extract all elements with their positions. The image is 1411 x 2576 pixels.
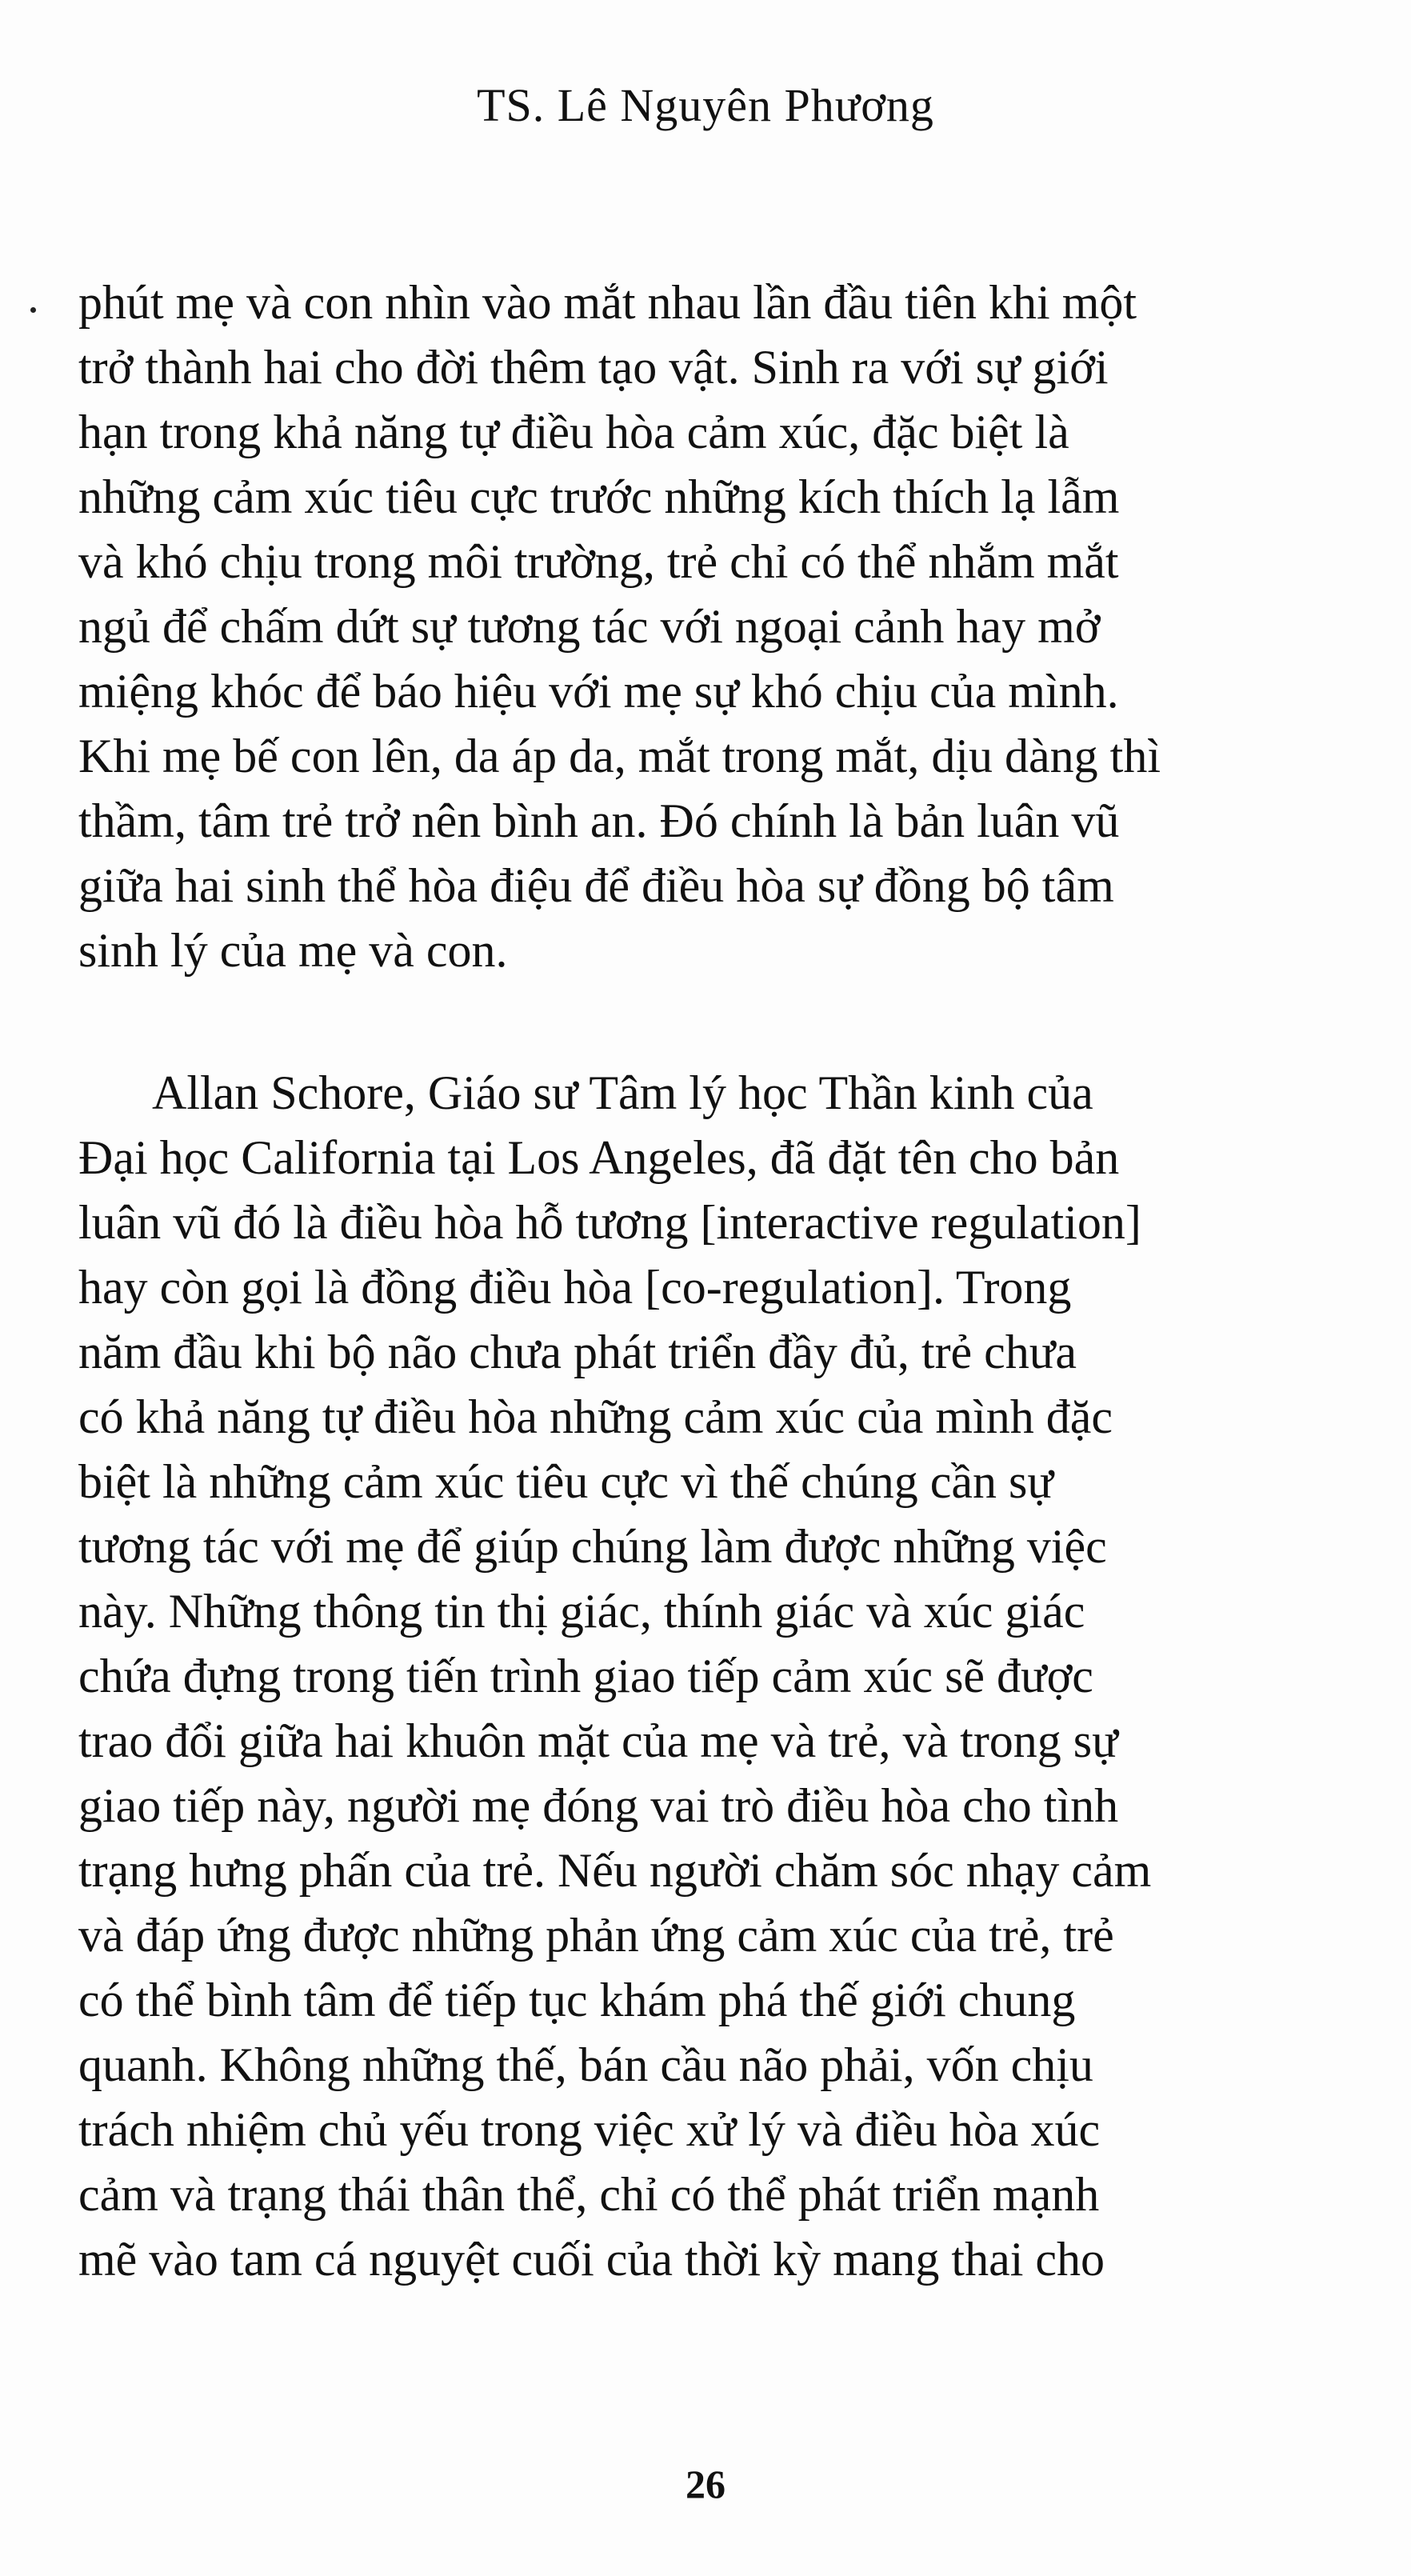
- text-line: hay còn gọi là đồng điều hòa [co-regulation]. Trong: [78, 1261, 1072, 1314]
- text-line: luân vũ đó là điều hòa hỗ tương [interactive regulation]: [78, 1196, 1141, 1249]
- text-line: trạng hưng phấn của trẻ. Nếu người chăm sóc nhạy cảm: [78, 1844, 1152, 1897]
- text-line: thầm, tâm trẻ trở nên bình an. Đó chính là bản luân vũ: [78, 794, 1120, 847]
- stray-ink-dot: [30, 307, 36, 313]
- text-line: miệng khóc để báo hiệu với mẹ sự khó chịu của mình.: [78, 665, 1119, 718]
- text-line: trao đổi giữa hai khuôn mặt của mẹ và trẻ, và trong sự: [78, 1714, 1118, 1767]
- text-line: giữa hai sinh thể hòa điệu để điều hòa sự đồng bộ tâm: [78, 859, 1114, 912]
- body-text: [78, 270, 1294, 2292]
- text-line: có thể bình tâm để tiếp tục khám phá thế giới chung: [78, 1974, 1076, 2026]
- text-line: những cảm xúc tiêu cực trước những kích thích lạ lẫm: [78, 470, 1120, 523]
- text-line: và khó chịu trong môi trường, trẻ chỉ có thể nhắm mắt: [78, 535, 1119, 588]
- text-line: này. Những thông tin thị giác, thính giác và xúc giác: [78, 1585, 1085, 1638]
- page-number: 26: [686, 2462, 725, 2506]
- text-line: sinh lý của mẹ và con.: [78, 924, 508, 977]
- paragraph-2: [78, 1061, 1294, 2292]
- text-line: mẽ vào tam cá nguyệt cuối của thời kỳ mang thai cho: [78, 2233, 1105, 2286]
- text-line: hạn trong khả năng tự điều hòa cảm xúc, đặc biệt là: [78, 406, 1069, 458]
- text-line: năm đầu khi bộ não chưa phát triển đầy đủ, trẻ chưa: [78, 1326, 1077, 1378]
- running-header-author: TS. Lê Nguyên Phương: [477, 79, 934, 131]
- text-line: chứa đựng trong tiến trình giao tiếp cảm xúc sẽ được: [78, 1650, 1093, 1702]
- text-line: Đại học California tại Los Angeles, đã đặt tên cho bản: [78, 1131, 1120, 1184]
- text-line: tương tác với mẹ để giúp chúng làm được những việc: [78, 1520, 1107, 1573]
- text-line: và đáp ứng được những phản ứng cảm xúc của trẻ, trẻ: [78, 1909, 1114, 1962]
- text-line: Khi mẹ bế con lên, da áp da, mắt trong mắt, dịu dàng thì: [78, 730, 1161, 782]
- text-line: quanh. Không những thế, bán cầu não phải, vốn chịu: [78, 2038, 1093, 2091]
- text-line: có khả năng tự điều hòa những cảm xúc của mình đặc: [78, 1390, 1113, 1443]
- text-line: Allan Schore, Giáo sư Tâm lý học Thần kinh của: [152, 1066, 1093, 1119]
- text-line: trở thành hai cho đời thêm tạo vật. Sinh ra với sự giới: [78, 341, 1109, 394]
- text-line: cảm và trạng thái thân thể, chỉ có thể phát triển mạnh: [78, 2168, 1100, 2221]
- text-line: giao tiếp này, người mẹ đóng vai trò điều hòa cho tình: [78, 1779, 1119, 1832]
- text-line: phút mẹ và con nhìn vào mắt nhau lần đầu tiên khi một: [78, 276, 1137, 329]
- text-line: trách nhiệm chủ yếu trong việc xử lý và điều hòa xúc: [78, 2103, 1101, 2156]
- paragraph-1: [78, 270, 1294, 983]
- text-line: ngủ để chấm dứt sự tương tác với ngoại cảnh hay mở: [78, 600, 1101, 653]
- text-line: biệt là những cảm xúc tiêu cực vì thế chúng cần sự: [78, 1455, 1053, 1508]
